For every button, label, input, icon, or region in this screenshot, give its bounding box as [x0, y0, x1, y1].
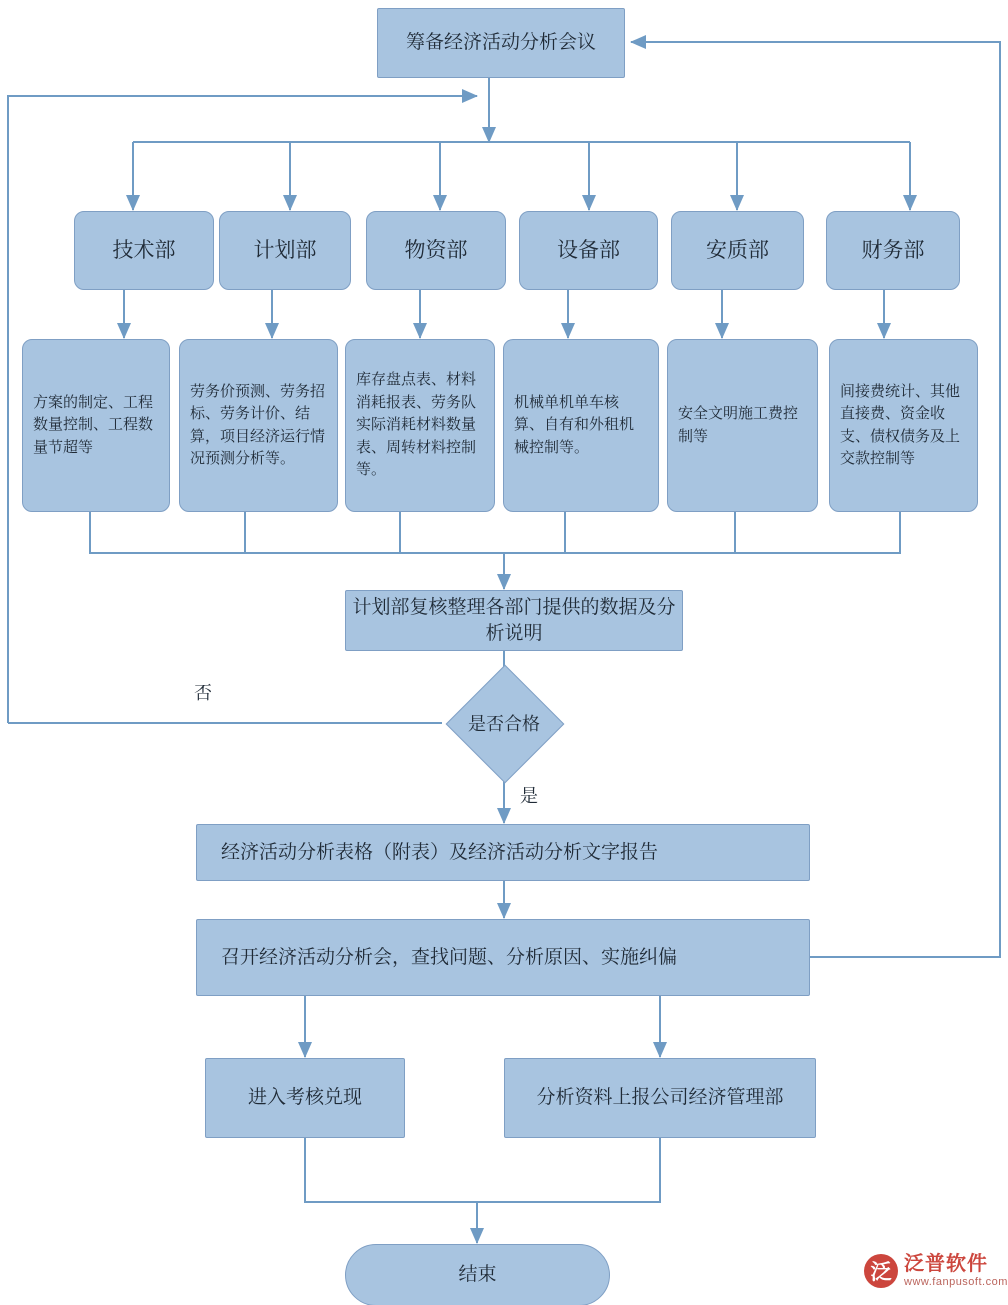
watermark-url: www.fanpusoft.com [904, 1276, 1008, 1288]
node-label: 是否合格 [468, 714, 540, 734]
node-label: 筹备经济活动分析会议 [405, 32, 596, 54]
node-label: 结束 [458, 1264, 497, 1286]
node-start-meeting[interactable] [377, 8, 625, 78]
node-label: 计划部复核整理各部门提供的数据及分析说明 [352, 597, 676, 644]
node-detail-2[interactable] [345, 339, 495, 512]
node-department-3[interactable] [519, 211, 658, 290]
node-label: 机械单机单车核算、自有和外租机械控制等。 [514, 393, 635, 456]
node-outcome-0[interactable] [205, 1058, 405, 1138]
node-label: 安全文明施工费控制等 [678, 405, 799, 445]
node-outcome-1[interactable] [504, 1058, 816, 1138]
node-label: 分析资料上报公司经济管理部 [536, 1087, 784, 1109]
node-department-0[interactable] [74, 211, 214, 290]
watermark-text [904, 1253, 1008, 1289]
node-label: 设备部 [557, 238, 620, 262]
node-label: 安质部 [706, 238, 769, 262]
edge-label-no: 否 [194, 683, 212, 703]
watermark-logo-icon: 泛 [864, 1254, 898, 1288]
node-label: 间接费统计、其他直接费、资金收支、债权债务及上交款控制等 [840, 382, 961, 467]
node-department-1[interactable] [219, 211, 351, 290]
node-detail-0[interactable] [22, 339, 170, 512]
node-decision-qualified[interactable] [442, 665, 566, 781]
node-hold-meeting[interactable] [196, 919, 810, 996]
node-department-4[interactable] [671, 211, 804, 290]
watermark-fanpu [864, 1253, 1008, 1289]
node-label: 方案的制定、工程数量控制、工程数量节超等 [33, 393, 154, 456]
node-label: 物资部 [404, 238, 468, 262]
node-label: 召开经济活动分析会，查找问题、分析原因、实施纠偏 [221, 946, 678, 968]
node-detail-3[interactable] [503, 339, 659, 512]
node-detail-4[interactable] [667, 339, 818, 512]
node-label: 计划部 [253, 238, 317, 262]
node-detail-5[interactable] [829, 339, 978, 512]
node-department-5[interactable] [826, 211, 960, 290]
node-label: 技术部 [112, 238, 176, 262]
watermark-title: 泛普软件 [904, 1253, 988, 1275]
node-end[interactable] [345, 1244, 610, 1305]
node-label: 劳务价预测、劳务招标、劳务计价、结算，项目经济运行情况预测分析等。 [190, 382, 326, 467]
node-detail-1[interactable] [179, 339, 338, 512]
node-label: 财务部 [861, 238, 925, 262]
node-plan-review[interactable] [345, 590, 683, 651]
node-label: 进入考核兑现 [247, 1087, 362, 1109]
node-label: 库存盘点表、材料消耗报表、劳务队实际消耗材料数量表、周转材料控制等。 [356, 371, 477, 479]
node-label: 经济活动分析表格（附表）及经济活动分析文字报告 [221, 841, 659, 863]
node-analysis-report[interactable] [196, 824, 810, 881]
edge-label-yes: 是 [520, 786, 538, 806]
node-department-2[interactable] [366, 211, 506, 290]
